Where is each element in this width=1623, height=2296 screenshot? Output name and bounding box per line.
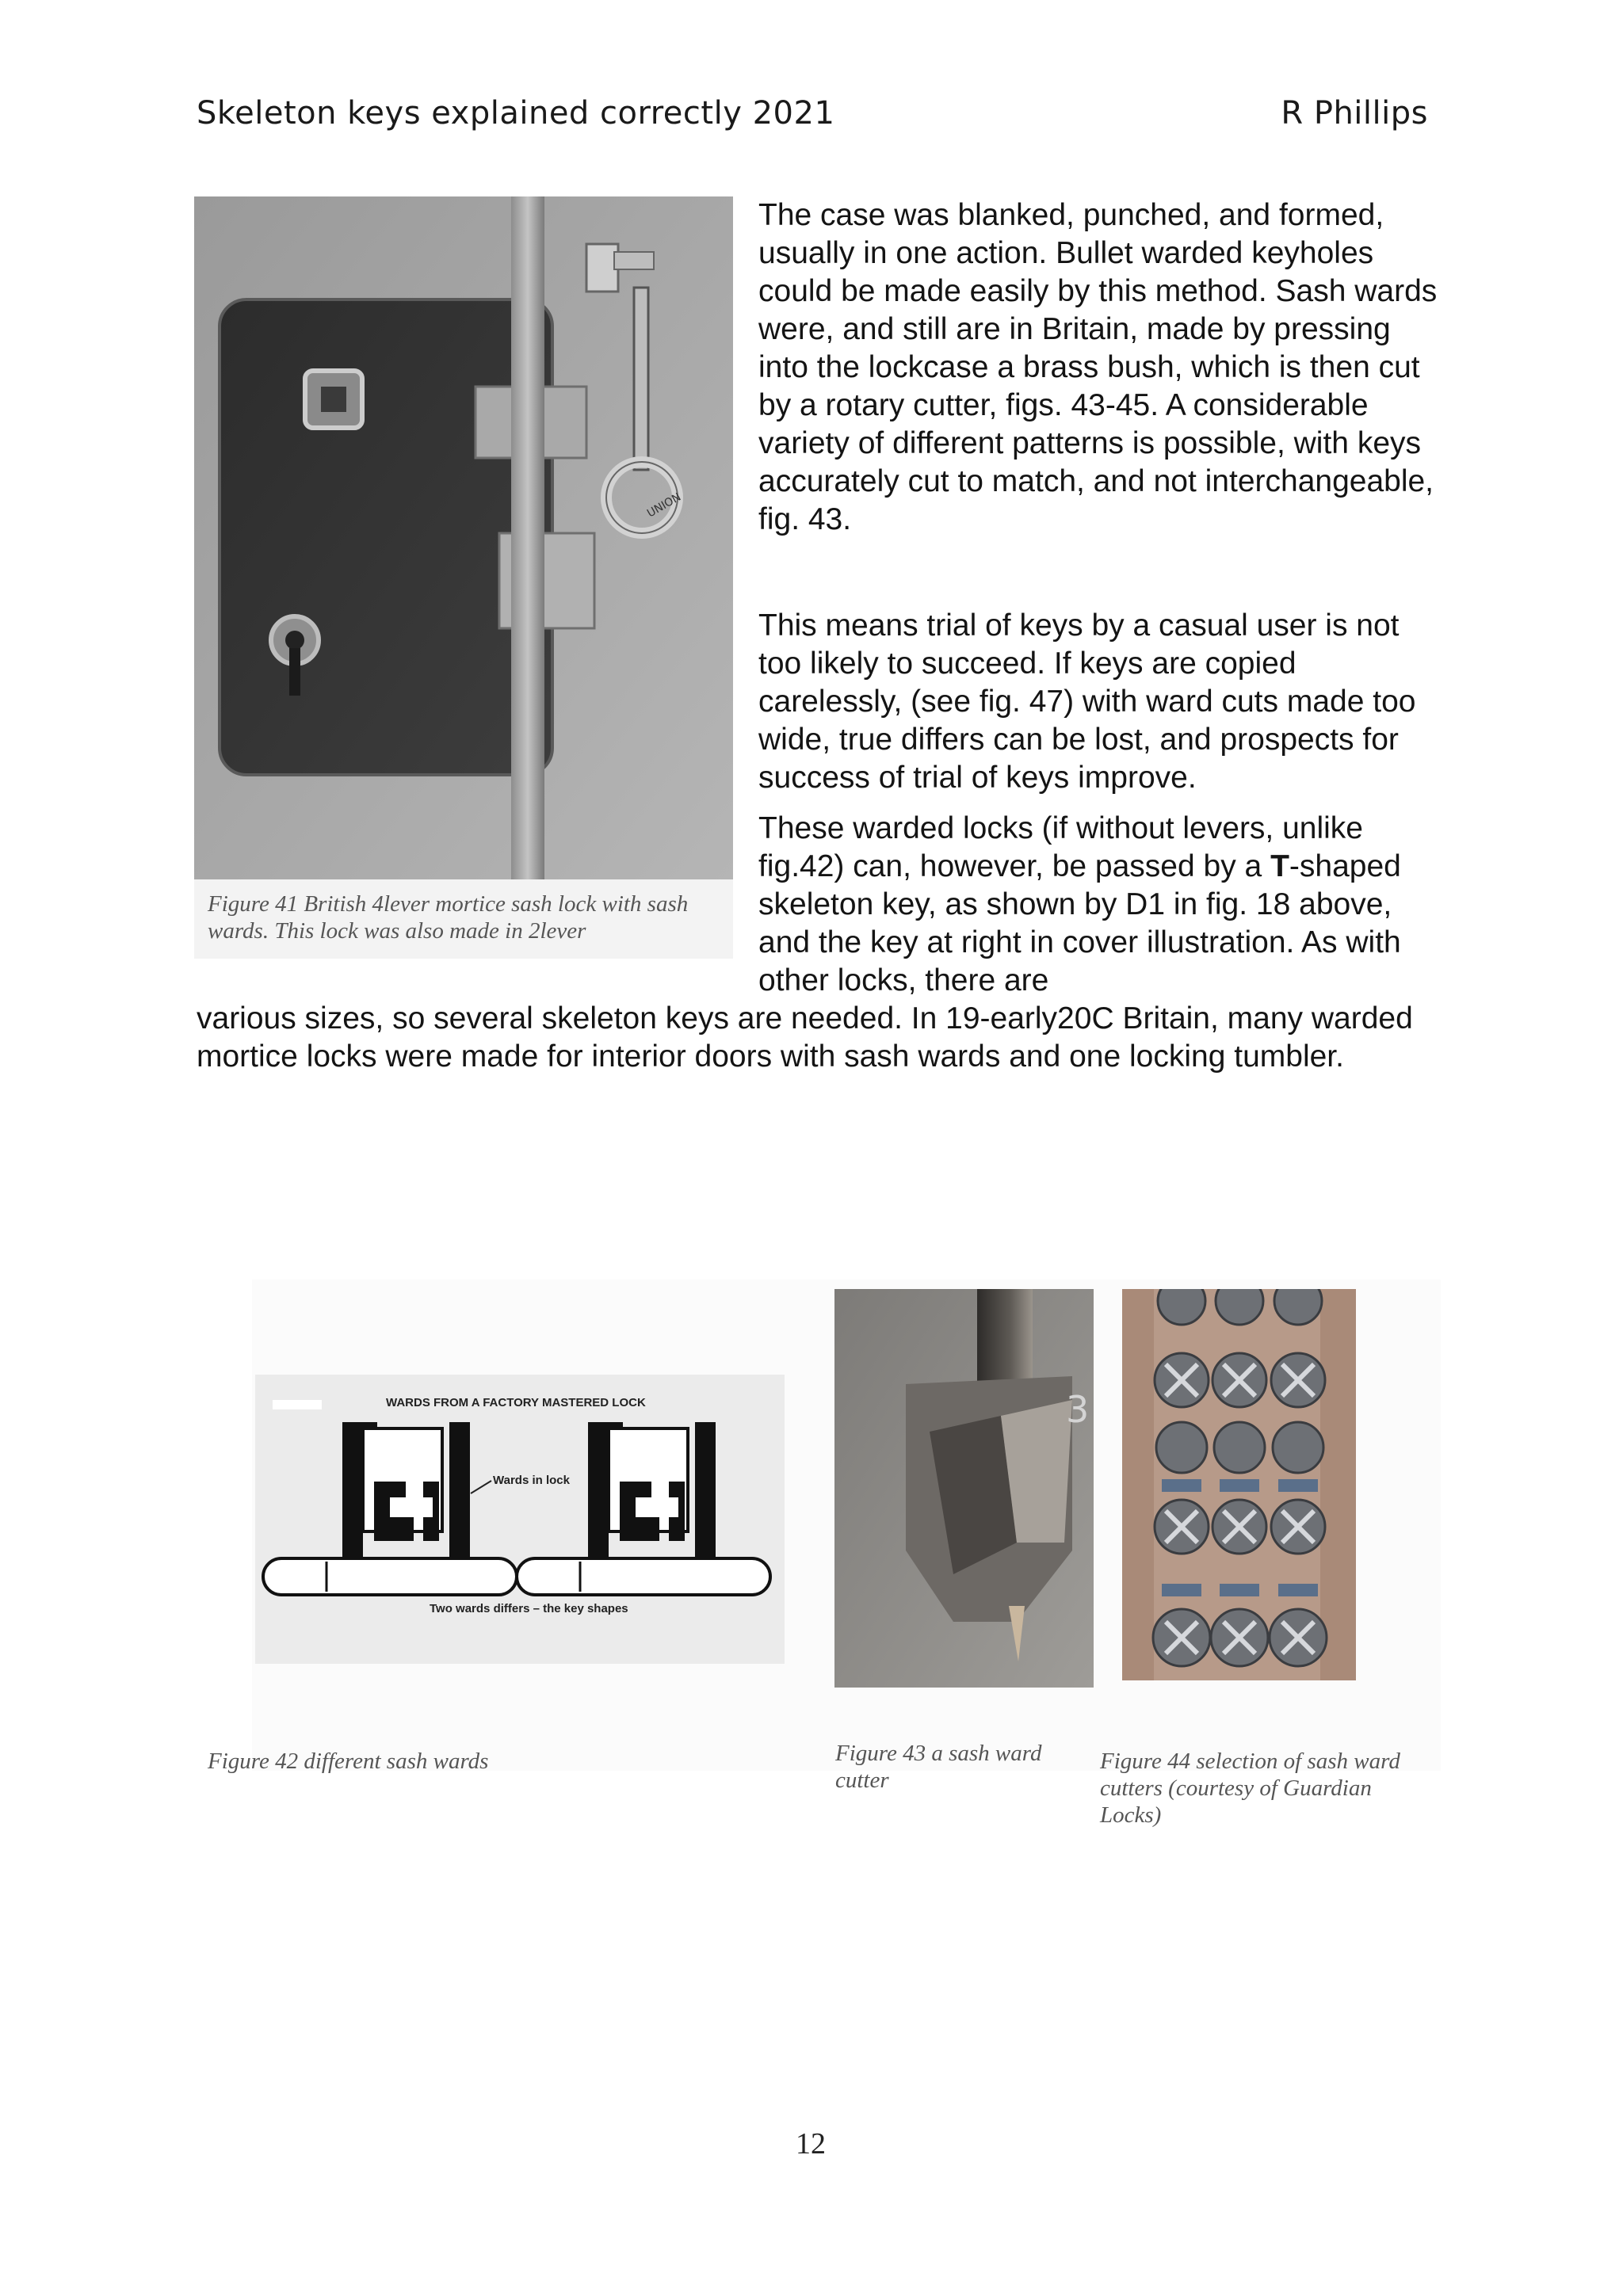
- page-number: 12: [796, 2127, 826, 2161]
- figure-42-bottom-label: Two wards differs – the key shapes: [430, 1602, 628, 1615]
- paragraph-warded-locks-continued: various sizes, so several skeleton keys are needed. In 19-early20C Britain, many warded mortice locks were made for interior doors with sash wards and one locking tumbler.: [197, 1001, 1413, 1074]
- running-header-title: Skeleton keys explained correctly 2021: [197, 95, 835, 132]
- figure-41-lock-photo: [194, 196, 733, 879]
- paragraph-warded-locks: [758, 810, 1440, 1000]
- paragraph-warded-locks-start: These warded locks (if without levers, unlike fig.42) can, however, be passed by a: [758, 811, 1363, 883]
- paragraph-warded-locks-mid: -shaped skeleton key, as shown by D1 in fig. 18 above, and the key at right in cover illustration. As with other locks, there are: [758, 849, 1401, 997]
- figure-42-ward-diagram: [255, 1375, 785, 1664]
- figure-41-caption: Figure 41 British 4lever mortice sash lock with sash wards. This lock was also made in 2lever: [208, 891, 689, 944]
- key-bow-text: UNION: [645, 490, 684, 521]
- running-header-author: R Phillips: [1281, 95, 1428, 132]
- figure-43-cutter-photo: [834, 1289, 1094, 1688]
- paragraph-warded-locks-bold-t: T: [1270, 849, 1289, 883]
- figure-42-wards-label: Wards in lock: [493, 1474, 570, 1487]
- paragraph-trial-of-keys: This means trial of keys by a casual user is not too likely to succeed. If keys are copied carelessly, (see fig. 47) with ward cuts made too wide, true differs can be lost, and prospects for success of trial of keys improve.: [758, 608, 1416, 795]
- figure-42-caption: Figure 42 different sash wards: [208, 1749, 489, 1774]
- figure-44-caption: Figure 44 selection of sash ward cutters (courtesy of Guardian Locks): [1100, 1749, 1400, 1828]
- paragraph-case-blanking: The case was blanked, punched, and formed, usually in one action. Bullet warded keyholes could be made easily by this method. Sash wards were, and still are in Britain, made by pressing into the lockcase a brass bush, which is then cut by a rotary cutter, figs. 43-45. A considerable variety of different patterns is possible, with keys accurately cut to match, and not interchangeable, fig. 43.: [758, 198, 1438, 536]
- figure-42-diagram-title: WARDS FROM A FACTORY MASTERED LOCK: [386, 1396, 646, 1409]
- figure-44-cutters-photo: [1122, 1289, 1356, 1680]
- figure-43-caption: Figure 43 a sash ward cutter: [835, 1741, 1042, 1793]
- figure-43-marking: 3: [1066, 1388, 1090, 1431]
